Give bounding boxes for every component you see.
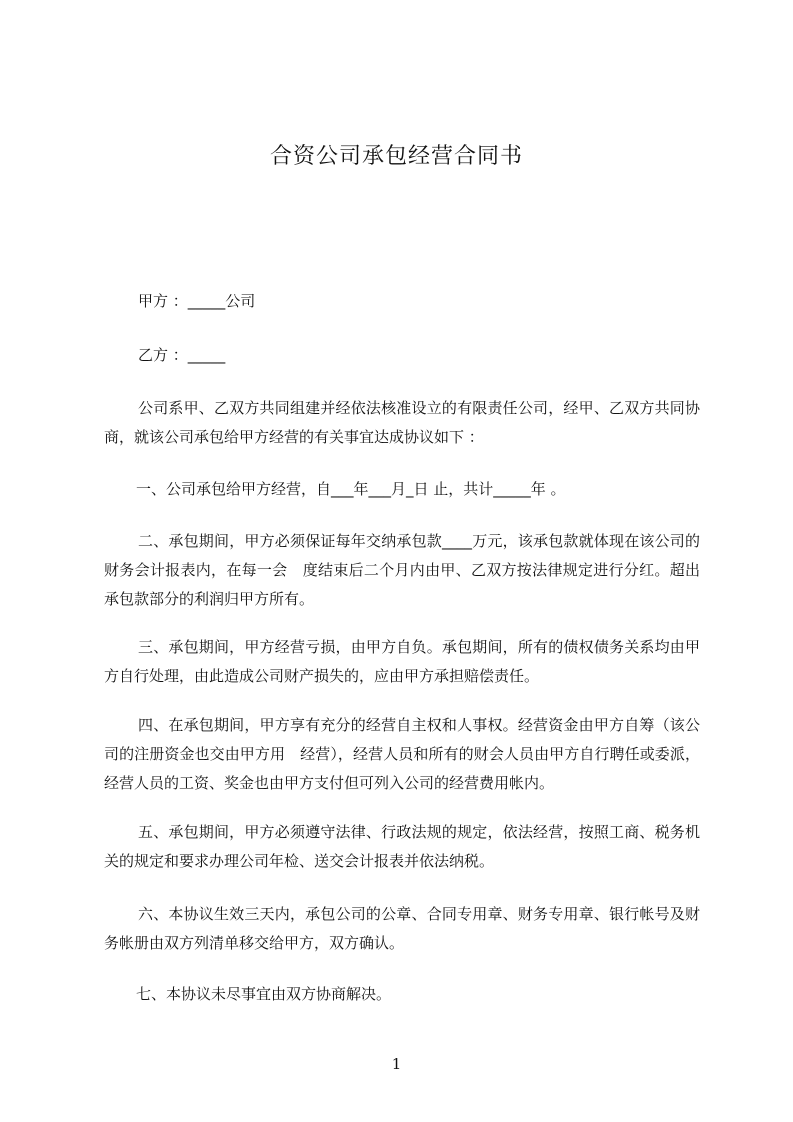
clause-6: 六、本协议生效三天内，承包公司的公章、合同专用章、财务专用章、银行帐号及财务帐册由双方列清单移交给甲方，双方确认。	[104, 905, 700, 952]
party-b-line: 乙方 ：_____	[138, 346, 226, 364]
clause-4: 四、在承包期间，甲方享有充分的经营自主权和人事权。经营资金由甲方自筹（该公司的注册资金也交由甲方用 经营），经营人员和所有的财会人员由甲方自行聘任或委派，经营人员的工资、奖金也由甲方支付但可列入公司的经营费用帐内。	[104, 716, 700, 792]
clause-1: 一、公司承包给甲方经营，自___年___月_日 止，共计_____年 。	[136, 480, 566, 498]
document-title: 合资公司承包经营合同书	[269, 144, 523, 169]
clause-2: 二、承包期间，甲方必须保证每年交纳承包款____万元，该承包款就体现在该公司的财务会计报表内，在每一会 度结束后二个月内由甲、乙双方按法律规定进行分红。超出承包款部分的利润归甲方所有。	[104, 532, 700, 608]
clause-7: 七、本协议未尽事宜由双方协商解决。	[136, 985, 392, 1003]
party-a-line: 甲方 ：_____公司	[138, 292, 256, 310]
clause-5: 五、承包期间，甲方必须遵守法律、行政法规的规定，依法经营，按照工商、税务机关的规定和要求办理公司年检、送交会计报表并依法纳税。	[104, 823, 700, 870]
preamble-paragraph: 公司系甲、乙双方共同组建并经依法核准设立的有限责任公司，经甲、乙双方共同协商，就该公司承包给甲方经营的有关事宜达成协议如下 ：	[104, 399, 700, 446]
clause-3: 三、承包期间，甲方经营亏损，由甲方自负。承包期间，所有的债权债务关系均由甲方自行处理，由此造成公司财产损失的，应由甲方承担赔偿责任。	[104, 638, 700, 685]
page-number: 1	[391, 1055, 402, 1073]
